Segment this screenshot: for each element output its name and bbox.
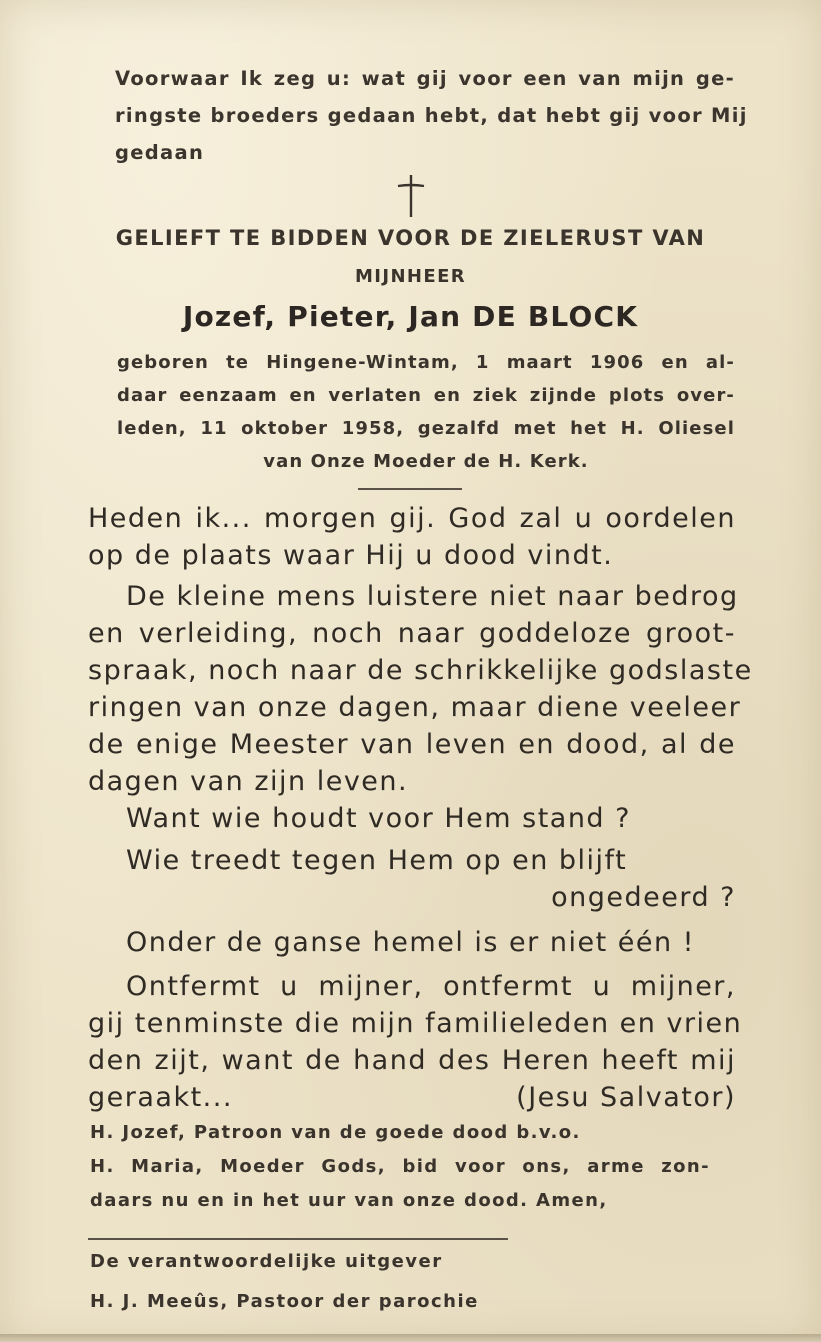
meditation-line: geraakt... — [88, 1082, 233, 1113]
verse-line: ringste broeders gedaan hebt, dat hebt gij voor Mij — [115, 104, 748, 127]
meditation-line: den zijt, want de hand des Heren heeft mij — [88, 1045, 736, 1076]
divider — [88, 1238, 508, 1240]
invocation-line: H. Jozef, Patroon van de goede dood b.v.o. — [90, 1122, 581, 1143]
meditation-q1 — [88, 800, 736, 837]
bio-line: van Onze Moeder de H. Kerk. — [263, 451, 589, 472]
meditation-line: de enige Meester van leven en dood, al de — [88, 729, 736, 760]
meditation-p1 — [88, 500, 736, 574]
bible-verse — [115, 60, 748, 171]
divider — [358, 488, 462, 490]
meditation-p2 — [88, 578, 753, 800]
bio-line: daar eenzaam en verlaten en ziek zijnde plots over- — [117, 385, 735, 406]
meditation-line: Ontfermt u mijner, ontfermt u mijner, — [126, 971, 736, 1002]
latin-cross-icon — [396, 174, 426, 218]
meditation-last-line — [88, 1079, 736, 1116]
meditation-line: gij tenminste die mijn familieleden en vrien — [88, 1008, 743, 1039]
meditation-line: spraak, noch naar de schrikkelijke godslaste — [88, 655, 753, 686]
publisher-label: De verantwoordelijke uitgever — [90, 1251, 443, 1272]
meditation-line: ringen van onze dagen, maar diene veeleer — [88, 692, 742, 723]
attribution: (Jesu Salvator) — [516, 1082, 736, 1113]
meditation-q2 — [88, 842, 736, 916]
meditation-line: Want wie houdt voor Hem stand ? — [126, 803, 631, 834]
meditation-line: De kleine mens luistere niet naar bedrog — [126, 581, 739, 612]
meditation-line: op de plaats waar Hij u dood vindt. — [88, 540, 614, 571]
verse-line: Voorwaar Ik zeg u: wat gij voor een van mijn ge- — [115, 67, 735, 90]
bio-line: geboren te Hingene-Wintam, 1 maart 1906 en al- — [117, 352, 735, 373]
meditation-line: Wie treedt tegen Hem op en blijft — [126, 845, 628, 876]
card-edge — [0, 1334, 821, 1342]
honorific: MIJNHEER — [354, 266, 467, 287]
deceased-name: Jozef, Pieter, Jan DE BLOCK — [182, 300, 639, 333]
meditation-line: dagen van zijn leven. — [88, 766, 409, 797]
verse-line: gedaan — [115, 141, 205, 164]
biography — [117, 346, 735, 478]
meditation-line: en verleiding, noch naar goddeloze groot- — [88, 618, 736, 649]
meditation-p3 — [88, 968, 743, 1116]
invocation-line: H. Maria, Moeder Gods, bid voor ons, arme zon- — [90, 1156, 710, 1177]
meditation-line: Onder de ganse hemel is er niet één ! — [126, 927, 695, 958]
meditation-q3 — [88, 924, 736, 961]
invocation-line: daars nu en in het uur van onze dood. Amen, — [90, 1190, 608, 1211]
meditation-line: ongedeerd ? — [551, 882, 736, 913]
invocations — [90, 1116, 740, 1218]
meditation-line: Heden ik... morgen gij. God zal u oordelen — [88, 503, 736, 534]
prayer-request: GELIEFT TE BIDDEN VOOR DE ZIELERUST VAN — [115, 226, 706, 250]
bio-line: leden, 11 oktober 1958, gezalfd met het H. Oliesel — [117, 418, 735, 439]
publisher — [90, 1242, 590, 1322]
cross-icon — [0, 174, 821, 222]
publisher-name: H. J. Meeûs, Pastoor der parochie — [90, 1291, 479, 1312]
